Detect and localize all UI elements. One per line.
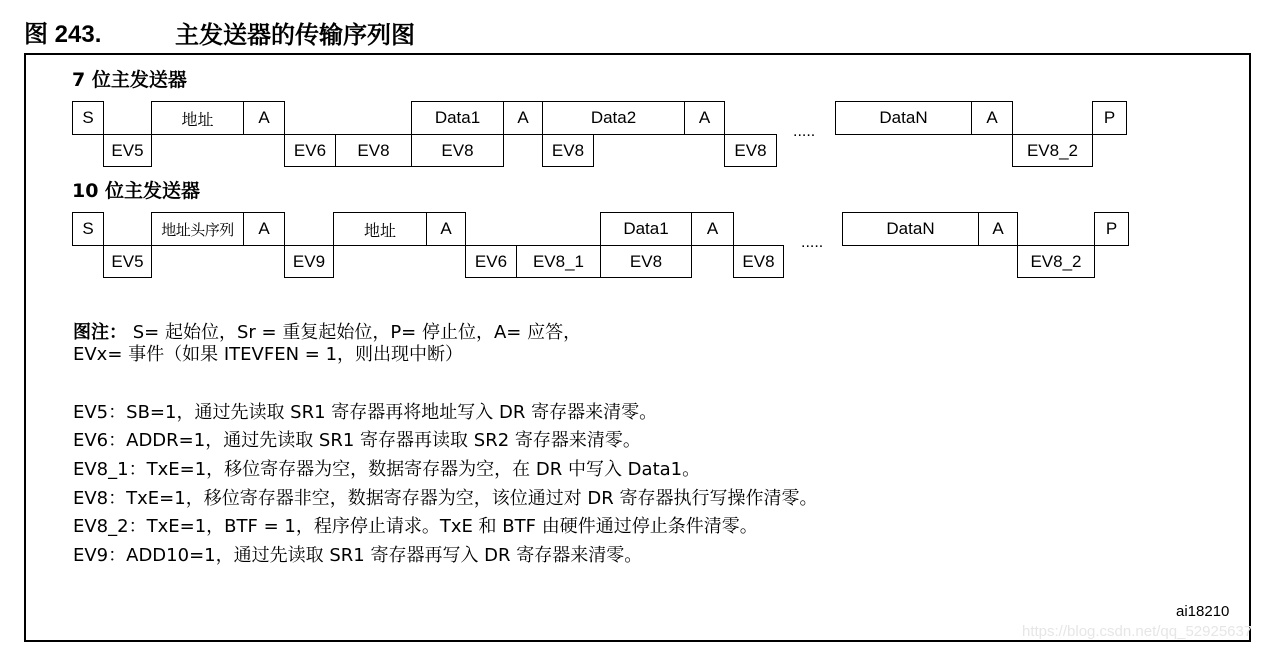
seq7-ack-3: A [684, 101, 725, 135]
event-desc-ev9: EV9：ADD10=1，通过先读取 SR1 寄存器再写入 DR 寄存器来清零。 [73, 545, 643, 566]
seq7-ellipsis: ..... [793, 123, 816, 140]
seq7-data2: Data2 [542, 101, 685, 135]
seq7-dataN: DataN [835, 101, 972, 135]
seq7-ack-2: A [503, 101, 543, 135]
seq7-ack-4: A [971, 101, 1013, 135]
seq10-dataN: DataN [842, 212, 979, 246]
seq7-title: 7 位主发送器 [72, 69, 187, 91]
seq10-title: 10 位主发送器 [72, 180, 201, 202]
seq10-event-ev8-1: EV8_1 [516, 245, 601, 278]
seq7-event-ev8-b: EV8 [411, 134, 504, 167]
diagram-id: ai18210 [1176, 603, 1230, 620]
seq7-ack-1: A [243, 101, 285, 135]
seq10-data1: Data1 [600, 212, 692, 246]
seq10-header-field: 地址头序列 [151, 212, 244, 246]
seq10-ellipsis: ..... [801, 234, 824, 251]
seq10-event-ev5: EV5 [103, 245, 152, 278]
event-desc-ev6: EV6：ADDR=1，通过先读取 SR1 寄存器再读取 SR2 寄存器来清零。 [73, 430, 641, 451]
seq7-event-ev5: EV5 [103, 134, 152, 167]
legend-line-1 [73, 322, 581, 344]
event-desc-ev8-2: EV8_2：TxE=1，BTF = 1，程序停止请求。TxE 和 BTF 由硬件通过停止条件清零。 [73, 516, 758, 537]
seq7-event-ev8-a: EV8 [335, 134, 412, 167]
event-desc-ev5: EV5：SB=1，通过先读取 SR1 寄存器再将地址写入 DR 寄存器来清零。 [73, 402, 658, 423]
watermark: https://blog.csdn.net/qq_52925637 [1022, 623, 1253, 640]
seq10-address-field: 地址 [333, 212, 427, 246]
seq10-ack-3: A [691, 212, 734, 246]
seq10-event-ev8-2: EV8_2 [1017, 245, 1095, 278]
seq10-event-ev8-b: EV8 [733, 245, 784, 278]
seq7-data1: Data1 [411, 101, 504, 135]
seq7-stop-bit: P [1092, 101, 1127, 135]
seq7-address-field: 地址 [151, 101, 244, 135]
event-desc-ev8: EV8：TxE=1，移位寄存器非空，数据寄存器为空，该位通过对 DR 寄存器执行写操作清零。 [73, 488, 818, 509]
seq10-event-ev8-a: EV8 [600, 245, 692, 278]
legend-line-2: EVx= 事件（如果 ITEVFEN = 1，则出现中断） [73, 344, 464, 365]
seq10-start-bit: S [72, 212, 104, 246]
legend-label: 图注： [73, 322, 127, 343]
legend-text-1: S= 起始位，Sr = 重复起始位，P= 停止位，A= 应答， [132, 322, 582, 343]
seq10-ack-4: A [978, 212, 1018, 246]
seq10-stop-bit: P [1094, 212, 1129, 246]
seq7-event-ev8-2: EV8_2 [1012, 134, 1093, 167]
seq7-event-ev8-c: EV8 [542, 134, 594, 167]
seq7-event-ev8-d: EV8 [724, 134, 777, 167]
event-desc-ev8-1: EV8_1：TxE=1，移位寄存器为空，数据寄存器为空，在 DR 中写入 Data1。 [73, 459, 701, 480]
seq7-start-bit: S [72, 101, 104, 135]
figure-label: 图 243. [24, 21, 102, 48]
seq10-ack-2: A [426, 212, 466, 246]
figure-title: 主发送器的传输序列图 [175, 21, 415, 49]
seq10-event-ev9: EV9 [284, 245, 334, 278]
seq10-ack-1: A [243, 212, 285, 246]
seq10-event-ev6: EV6 [465, 245, 517, 278]
seq7-event-ev6: EV6 [284, 134, 336, 167]
